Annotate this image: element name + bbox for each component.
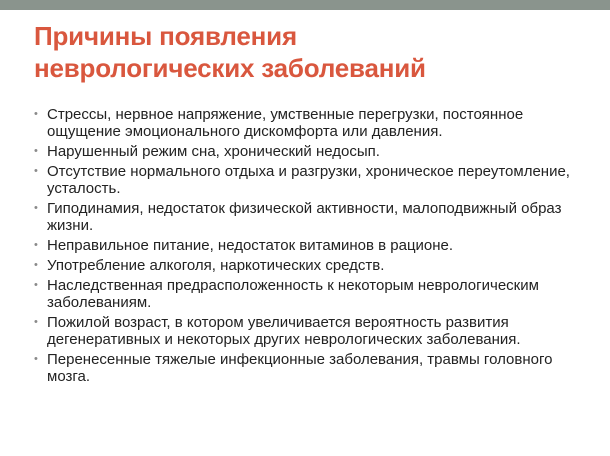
list-item xyxy=(34,314,594,348)
list-item-text: Нарушенный режим сна, хронический недосып. xyxy=(47,143,380,160)
list-item-text: Отсутствие нормального отдыха и разгрузки, хроническое переутомление, усталость. xyxy=(47,163,570,197)
bullet-dot-icon: • xyxy=(34,108,38,120)
list-item-text: Пожилой возраст, в котором увеличивается вероятность развития дегенеративных и некоторых других неврологических заболевания. xyxy=(47,314,521,348)
list-item-text: Стрессы, нервное напряжение, умственные перегрузки, постоянное ощущение эмоционального дискомфорта или давления. xyxy=(47,106,524,140)
list-item xyxy=(34,257,594,274)
list-item xyxy=(34,351,594,385)
list-item-text: Перенесенные тяжелые инфекционные заболевания, травмы головного мозга. xyxy=(47,351,553,385)
list-item xyxy=(34,163,594,197)
bullet-dot-icon: • xyxy=(34,165,38,177)
list-item-text: Употребление алкоголя, наркотических средств. xyxy=(47,257,385,274)
bullet-dot-icon: • xyxy=(34,202,38,214)
bullet-list xyxy=(34,106,594,388)
list-item-text: Неправильное питание, недостаток витаминов в рационе. xyxy=(47,237,454,254)
bullet-dot-icon: • xyxy=(34,145,38,157)
title-line-1: Причины появления xyxy=(34,21,297,51)
list-item xyxy=(34,277,594,311)
bullet-dot-icon: • xyxy=(34,279,38,291)
list-item xyxy=(34,143,594,160)
bullet-dot-icon: • xyxy=(34,259,38,271)
bullet-dot-icon: • xyxy=(34,353,38,365)
list-item xyxy=(34,200,594,234)
list-item xyxy=(34,237,594,254)
list-item xyxy=(34,106,594,140)
bullet-dot-icon: • xyxy=(34,316,38,328)
title-line-2: неврологических заболеваний xyxy=(34,53,426,83)
list-item-text: Наследственная предрасположенность к некоторым неврологическим заболеваниям. xyxy=(47,277,539,311)
list-item-text: Гиподинамия, недостаток физической активности, малоподвижный образ жизни. xyxy=(47,200,562,234)
slide-title xyxy=(34,20,594,84)
bullet-dot-icon: • xyxy=(34,239,38,251)
top-decorative-bar xyxy=(0,0,610,10)
